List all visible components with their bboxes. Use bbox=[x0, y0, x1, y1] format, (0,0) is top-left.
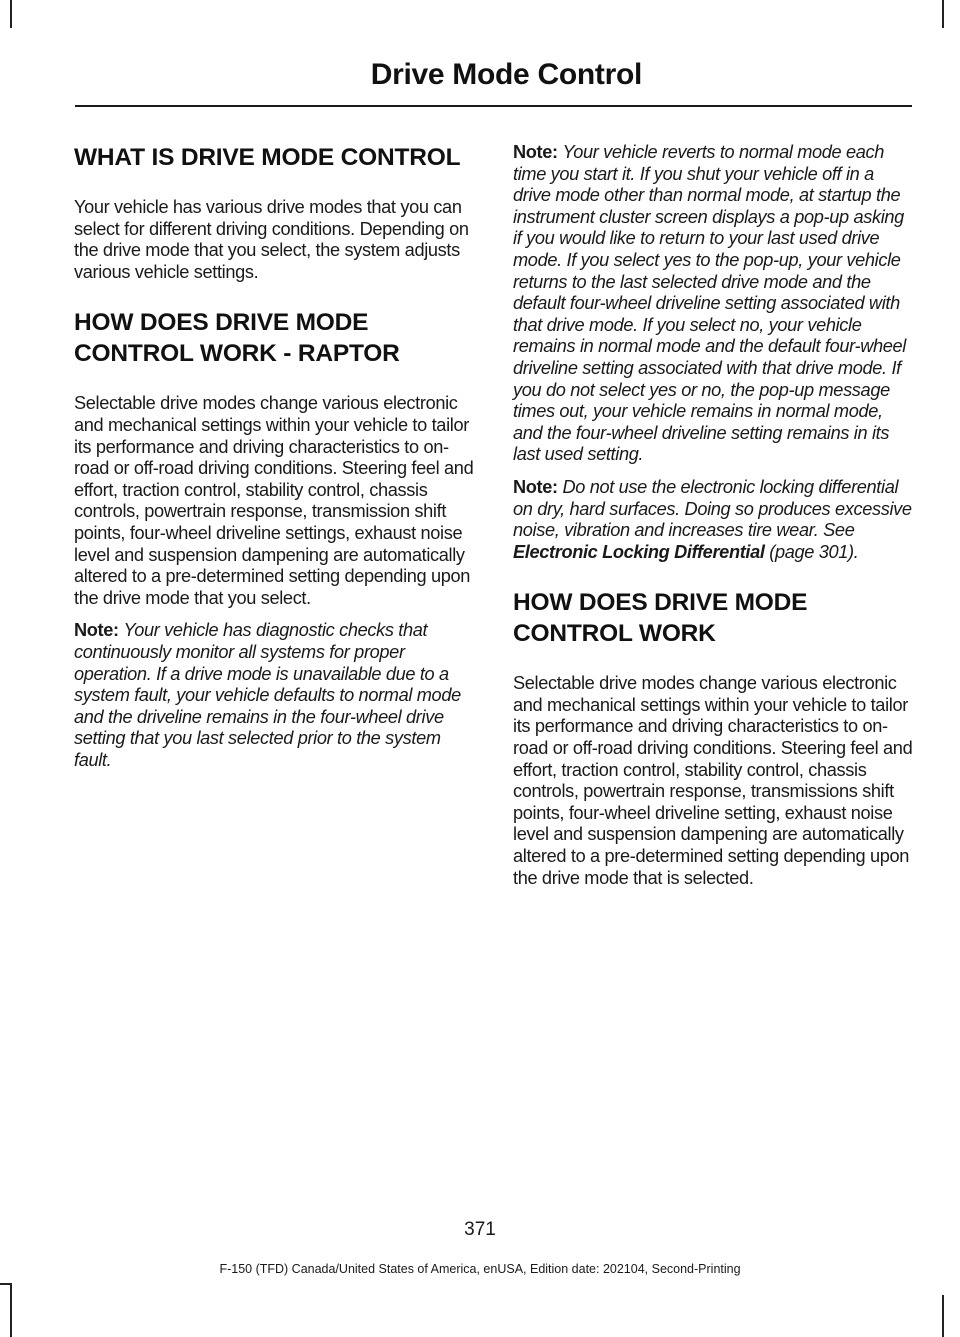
section-heading-what-is: WHAT IS DRIVE MODE CONTROL bbox=[74, 144, 461, 171]
crop-mark bbox=[10, 1285, 12, 1337]
cross-reference-link[interactable]: Electronic Locking Differential bbox=[513, 541, 765, 562]
section-body-raptor: Selectable drive modes change various electronic and mechanical settings within your vehicle to tailor its performance and driving characteristics to on-road or off-road driving conditions. Steering feel and effort, traction control, stability control, chassis controls, powertrain response, transmission shift points, four-wheel driveline settings, exhaust noise level and suspension dampening are automatically altered to a pre-determined setting depending upon the drive mode that you select. bbox=[74, 393, 474, 608]
note-text: Your vehicle has diagnostic checks that continuously monitor all systems for proper operation. If a drive mode is unavailable due to a system fault, your vehicle defaults to normal mode and the driveline remains in the four-wheel drive setting that you last selected prior to the system fault. bbox=[74, 620, 461, 770]
page-reference: (page 301). bbox=[769, 541, 859, 562]
right-column bbox=[513, 142, 913, 900]
edition-footer: F-150 (TFD) Canada/United States of America, enUSA, Edition date: 202104, Second-Printing bbox=[219, 1262, 741, 1276]
page-number: 371 bbox=[464, 1219, 496, 1240]
crop-mark bbox=[10, 0, 12, 28]
crop-mark bbox=[942, 0, 944, 28]
note-text: Do not use the electronic locking differential on dry, hard surfaces. Doing so produces excessive noise, vibration and increases tire wear. See bbox=[513, 476, 912, 541]
note-label: Note: bbox=[74, 620, 119, 641]
header-divider bbox=[75, 105, 912, 107]
crop-mark bbox=[0, 1283, 12, 1285]
crop-mark bbox=[942, 1295, 944, 1337]
note-locking-differential bbox=[513, 477, 913, 563]
page-title: Drive Mode Control bbox=[370, 58, 642, 91]
section-heading-how-does: HOW DOES DRIVE MODE CONTROL WORK bbox=[513, 589, 808, 648]
left-column bbox=[74, 142, 474, 782]
note-diagnostic bbox=[74, 620, 474, 771]
note-normal-mode bbox=[513, 142, 913, 466]
note-text: Your vehicle reverts to normal mode each time you start it. If you shut your vehicle off in a drive mode other than normal mode, at startup the instrument cluster screen displays a pop-up asking if you would like to return to your last used drive mode. If you select yes to the pop-up, your vehicle returns to the last selected drive mode and the default four-wheel driveline setting associated with that drive mode. If you select no, your vehicle remains in normal mode and the default four-wheel driveline setting associated with that drive mode. If you do not select yes or no, the pop-up message times out, your vehicle remains in normal mode, and the four-wheel driveline setting remains in its last used setting. bbox=[513, 142, 906, 465]
section-heading-raptor: HOW DOES DRIVE MODE CONTROL WORK - RAPTOR bbox=[74, 309, 400, 368]
section-body-what-is: Your vehicle has various drive modes that you can select for different driving conditions. Depending on the drive mode that you select, the system adjusts various vehicle settings. bbox=[74, 197, 469, 282]
section-body-how-does: Selectable drive modes change various electronic and mechanical settings within your vehicle to tailor its performance and driving characteristics to on-road or off-road driving conditions. Steering feel and effort, traction control, stability control, chassis controls, powertrain response, transmissions shift points, four-wheel driveline setting, exhaust noise level and suspension dampening are automatically altered to a pre-determined setting depending upon the drive mode that is selected. bbox=[513, 673, 913, 888]
note-label: Note: bbox=[513, 142, 558, 162]
note-label: Note: bbox=[513, 476, 558, 497]
